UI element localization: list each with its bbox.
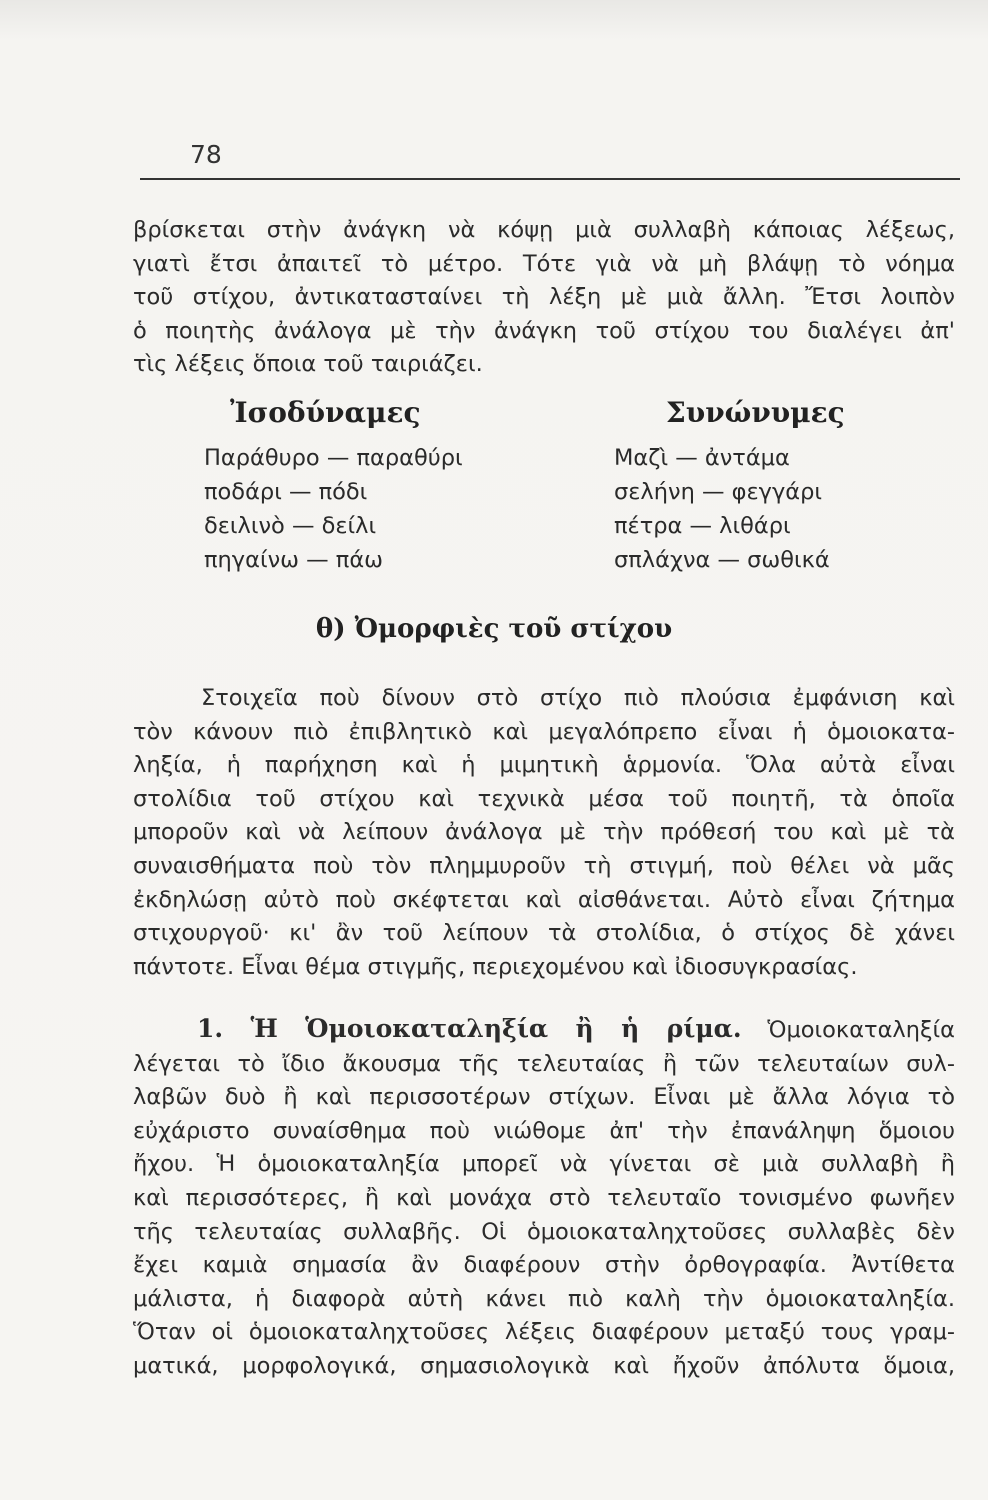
text-line: Στοιχεῖα ποὺ δίνουν στὸ στίχο πιὸ πλούσια ἐμφάνιση καὶ [201, 685, 955, 711]
text-line: τὸν κάνουν πιὸ ἐπιβλητικὸ καὶ μεγαλόπρεπο εἶναι ἡ ὁμοιοκατα- [133, 718, 955, 745]
body-paragraph [133, 682, 955, 984]
list-item: Μαζὶ — ἀντάμα [614, 445, 790, 471]
equivalents-title: Ἰσοδύναμες [230, 396, 421, 429]
text-line [133, 1012, 955, 1048]
text-line: μποροῦν καὶ νὰ λείπουν ἀνάλογα μὲ τὴν πρόθεσή του καὶ μὲ τὰ [133, 819, 955, 846]
text-line: τοῦ στίχου, ἀντικατασταίνει τὴ λέξη μὲ μιὰ ἄλλη. Ἔτσι λοιπὸν [133, 284, 955, 311]
text-line: ἐκδηλώσῃ αὐτὸ ποὺ σκέφτεται καὶ αἰσθάνεται. Αὐτὸ εἶναι ζήτημα [133, 886, 955, 913]
text-line: πάντοτε. Εἶναι θέμα στιγμῆς, περιεχομένου καὶ ἰδιοσυγκρασίας. [133, 953, 858, 980]
text-line: λέγεται τὸ ἴδιο ἄκουσμα τῆς τελευταίας ἢ τῶν τελευταίων συλ- [133, 1050, 955, 1077]
header-rule [140, 178, 960, 180]
text-line: ἤχου. Ἡ ὁμοιοκαταληξία μπορεῖ νὰ γίνεται σὲ μιὰ συλλαβὴ ἢ [133, 1151, 955, 1178]
list-item: δειλινὸ — δείλι [204, 513, 377, 539]
list-item: πηγαίνω — πάω [204, 547, 384, 573]
rhyme-paragraph [133, 1012, 955, 1384]
subsection-heading: 1. Ἡ Ὁμοιοκαταληξία ἢ ἡ ρίμα. [197, 1014, 742, 1043]
text-line: μάλιστα, ἡ διαφορὰ αὐτὴ κάνει πιὸ καλὴ τὴν ὁμοιοκαταληξία. [133, 1285, 955, 1312]
list-item: σπλάχνα — σωθικά [614, 547, 830, 573]
text-line: συναισθήματα ποὺ τὸν πλημμυροῦν τὴ στιγμή, ποὺ θέλει νὰ μᾶς [133, 852, 955, 879]
synonyms-list [614, 441, 830, 577]
section-heading: θ) Ὀμορφιὲς τοῦ στίχου [315, 614, 673, 644]
text-line: ματικά, μορφολογικά, σημασιολογικὰ καὶ ἤχοῦν ἀπόλυτα ὅμοια, [133, 1352, 955, 1379]
text-line: ὁ ποιητὴς ἀνάλογα μὲ τὴν ἀνάγκη τοῦ στίχου του διαλέγει ἀπ' [133, 317, 955, 344]
list-item: πέτρα — λιθάρι [614, 513, 791, 539]
text-line: στιχουργοῦ· κι' ἂν τοῦ λείπουν τὰ στολίδια, ὁ στίχος δὲ χάνει [133, 920, 955, 947]
synonyms-title: Συνώνυμες [666, 396, 845, 429]
list-item: ποδάρι — πόδι [204, 479, 368, 505]
text-line: καὶ περισσότερες, ἢ καὶ μονάχα στὸ τελευταῖο τονισμένο φωνῆεν [133, 1184, 955, 1211]
text-line: ἔχει καμιὰ σημασία ἂν διαφέρουν στὴν ὀρθογραφία. Ἀντίθετα [133, 1252, 955, 1279]
text-line: ληξία, ἡ παρήχηση καὶ ἡ μιμητικὴ ἁρμονία. Ὅλα αὐτὰ εἶναι [133, 752, 955, 779]
text-line: τῆς τελευταίας συλλαβῆς. Οἱ ὁμοιοκαταληχτοῦσες συλλαβὲς δὲν [133, 1218, 955, 1245]
list-item: Παράθυρο — παραθύρι [204, 445, 463, 471]
text-line: τὶς λέξεις ὅποια τοῦ ταιριάζει. [133, 351, 483, 378]
text-line: στολίδια τοῦ στίχου καὶ τεχνικὰ μέσα τοῦ ποιητῆ, τὰ ὁποῖα [133, 785, 955, 812]
text-fragment: Ὁμοιοκαταληξία [767, 1017, 955, 1043]
text-line: βρίσκεται στὴν ἀνάγκη νὰ κόψῃ μιὰ συλλαβὴ κάποιας λέξεως, [133, 217, 955, 243]
text-line: Ὅταν οἱ ὁμοιοκαταληχτοῦσες λέξεις διαφέρουν μεταξύ τους γραμ- [133, 1319, 955, 1346]
text-line: γιατὶ ἔτσι ἀπαιτεῖ τὸ μέτρο. Τότε γιὰ νὰ μὴ βλάψῃ τὸ νόημα [133, 250, 955, 277]
text-line: λαβῶν δυὸ ἢ καὶ περισσοτέρων στίχων. Εἶναι μὲ ἄλλα λόγια τὸ [133, 1084, 955, 1111]
equivalents-list [204, 441, 463, 577]
list-item: σελήνη — φεγγάρι [614, 479, 822, 505]
page-number: 78 [190, 140, 222, 169]
text-line: εὐχάριστο συναίσθημα ποὺ νιώθομε ἀπ' τὴν ἐπανάληψη ὅμοιου [133, 1117, 955, 1144]
intro-paragraph [133, 214, 955, 382]
